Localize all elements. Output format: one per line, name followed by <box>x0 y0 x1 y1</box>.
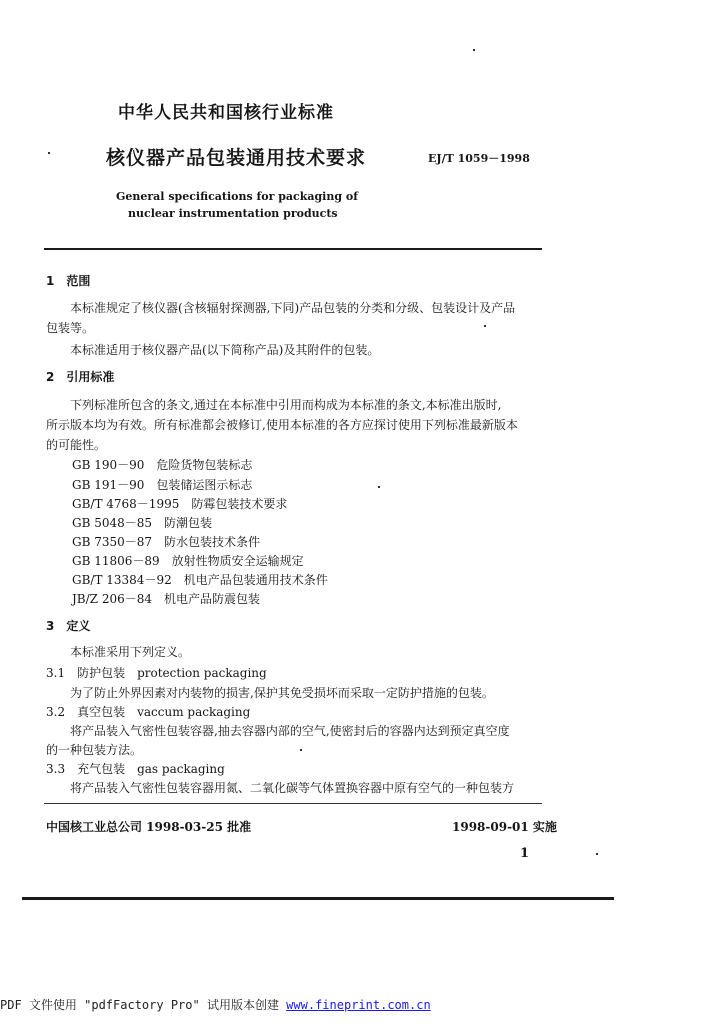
scan-speck <box>484 325 486 327</box>
definition-3-1-body: 为了防止外界因素对内装物的损害,保护其免受损坏而采取一定防护措施的包装。 <box>70 686 494 700</box>
reference-item: GB/T 4768－1995 防霉包装技术要求 <box>72 497 288 511</box>
definition-3-2-body-line-2: 的一种包装方法。 <box>46 743 143 757</box>
pdf-factory-notice <box>0 996 431 1013</box>
section-2-heading: 2 引用标准 <box>46 370 115 384</box>
english-title-line-2: nuclear instrumentation products <box>128 207 338 220</box>
implementation-date: 1998-09-01 实施 <box>452 820 557 834</box>
pdf-notice-text: PDF 文件使用 "pdfFactory Pro" 试用版本创建 <box>0 998 287 1012</box>
definition-3-3-title: 3.3 充气包装 gas packaging <box>46 762 225 776</box>
scan-speck <box>300 749 302 751</box>
scan-speck <box>473 49 475 51</box>
scan-speck <box>48 152 50 154</box>
section-1-paragraph-2: 本标准适用于核仪器产品(以下简称产品)及其附件的包装。 <box>70 343 380 357</box>
section-1-paragraph-1-line-1: 本标准规定了核仪器(含核辐射探测器,下同)产品包装的分类和分级、包装设计及产品 <box>70 301 516 315</box>
section-3-intro: 本标准采用下列定义。 <box>70 645 191 659</box>
reference-item: JB/Z 206－84 机电产品防震包装 <box>72 592 260 606</box>
section-1-paragraph-1-line-2: 包装等。 <box>46 321 95 335</box>
section-3-heading: 3 定义 <box>46 619 91 633</box>
english-title-line-1: General specifications for packaging of <box>116 190 358 203</box>
reference-item: GB 11806－89 放射性物质安全运输规定 <box>72 554 304 568</box>
definition-3-2-title: 3.2 真空包装 vaccum packaging <box>46 705 251 719</box>
standard-organization: 中华人民共和国核行业标准 <box>118 103 334 123</box>
page-bottom-rule <box>22 897 614 900</box>
page-number: 1 <box>520 846 530 861</box>
approval-statement: 中国核工业总公司 1998-03-25 批准 <box>46 820 252 834</box>
section-2-paragraph-line-2: 所示版本均为有效。所有标准都会被修订,使用本标准的各方应探讨使用下列标准最新版本 <box>46 418 518 432</box>
footer-rule <box>44 803 542 804</box>
header-rule <box>44 248 542 250</box>
scan-speck <box>378 486 380 488</box>
definition-3-3-body: 将产品装入气密性包装容器用氮、二氧化碳等气体置换容器中原有空气的一种包装方 <box>70 781 515 795</box>
definition-3-1-title: 3.1 防护包装 protection packaging <box>46 666 267 680</box>
section-1-heading: 1 范围 <box>46 274 91 288</box>
fineprint-link[interactable]: www.fineprint.com.cn <box>286 998 431 1012</box>
section-2-paragraph-line-1: 下列标准所包含的条文,通过在本标准中引用而构成为本标准的条文,本标准出版时, <box>70 398 502 412</box>
reference-item: GB 7350－87 防水包装技术条件 <box>72 535 261 549</box>
section-2-paragraph-line-3: 的可能性。 <box>46 438 107 452</box>
reference-item: GB 191－90 包装储运图示标志 <box>72 478 253 492</box>
reference-item: GB/T 13384－92 机电产品包装通用技术条件 <box>72 573 328 587</box>
reference-item: GB 190－90 危险货物包装标志 <box>72 458 253 472</box>
standard-code: EJ/T 1059－1998 <box>428 152 530 165</box>
definition-3-2-body-line-1: 将产品装入气密性包装容器,抽去容器内部的空气,使密封后的容器内达到预定真空度 <box>70 724 510 738</box>
document-title: 核仪器产品包装通用技术要求 <box>106 147 367 169</box>
reference-item: GB 5048－85 防潮包装 <box>72 516 213 530</box>
scan-speck <box>596 853 598 855</box>
